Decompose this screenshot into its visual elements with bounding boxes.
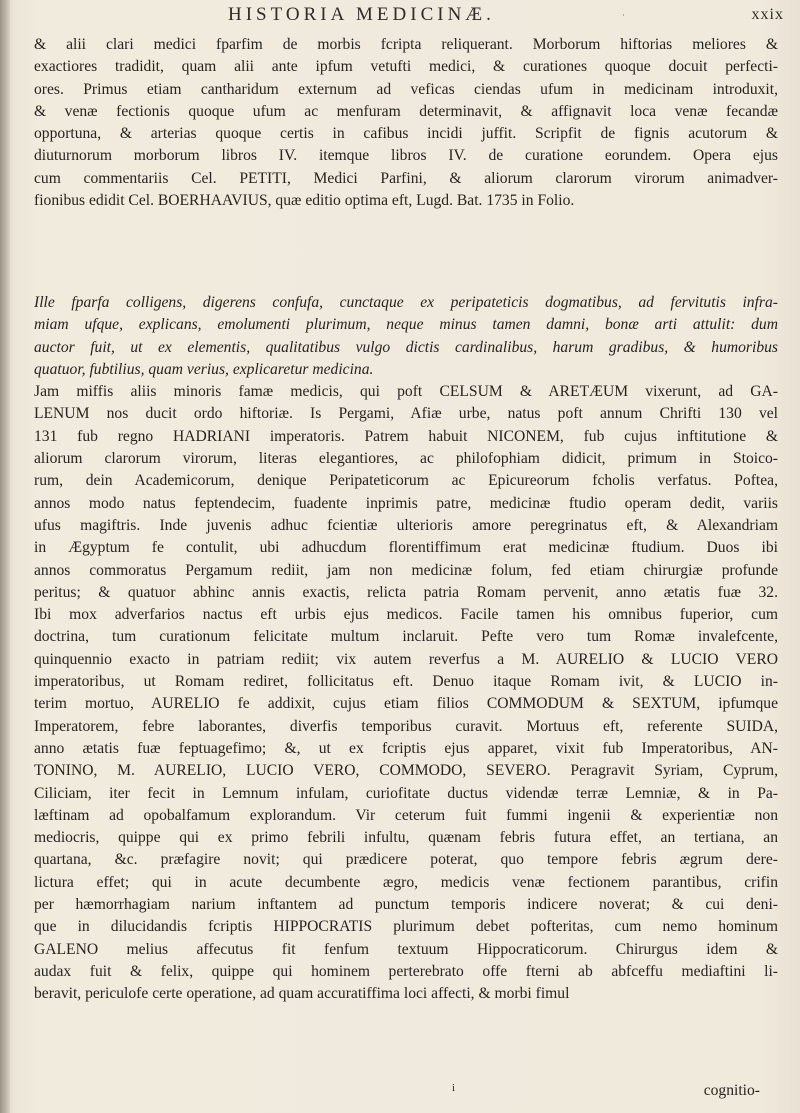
signature-mark: i xyxy=(452,1082,456,1094)
text-line: TONINO, M. AURELIO, LUCIO VERO, COMMODO, SEVERO. Peragravit Syriam, Cyprum, xyxy=(34,762,778,780)
text-line: annos commoratus Pergamum rediit, jam non medicinæ folum, fed etiam chirurgiæ profunde xyxy=(34,561,778,579)
text-line: rum, dein Academicorum, denique Peripateticorum ac Epicureorum fcholis verfatus. Poftea, xyxy=(34,472,778,490)
text-line: 131 fub regno HADRIANI imperatoris. Patrem habuit NICONEM, fub cujus inftitutione & xyxy=(34,427,778,445)
text-line: lictura effet; qui in acute decumbente ægro, medicis venæ fectionem parantibus, crifin xyxy=(34,873,778,891)
page-number: xxix xyxy=(751,6,784,23)
running-head xyxy=(0,4,800,32)
text-line: ores. Primus etiam cantharidum externum ad veficas ciendas ufum in medicinam introduxit, xyxy=(34,80,778,98)
text-line: opportuna, & arterias quoque certis in cafibus incidi juffit. Scripfit de fignis acutorum & xyxy=(34,125,778,143)
running-head-mark: · xyxy=(622,10,625,20)
text-line: exactiores tradidit, quam alii ante ipfum vetufti medici, & curationes quoque docuit perfecti- xyxy=(34,58,778,76)
text-line: peritus; & quatuor abhinc annis exactis, relicta patria Romam pervenit, anno ætatis fuæ 32. xyxy=(34,583,778,601)
text-line: que in dilucidandis fcriptis HIPPOCRATIS plurimum debet pofteritas, cum nemo hominum xyxy=(34,918,778,936)
text-line: imperatoribus, ut Romam rediret, follicitatus eft. Denuo itaque Romam ivit, & LUCIO in- xyxy=(34,673,778,691)
text-line: in Ægyptum fe contulit, ubi adhucdum florentiffimum erat medicinæ ftudium. Duos ibi xyxy=(34,539,778,557)
paragraph-1 xyxy=(34,34,778,212)
text-line: annos modo natus feptendecim, fuadente inprimis patre, medicinæ ftudio operam dedit, variis xyxy=(34,494,778,512)
text-line: fionibus edidit Cel. BOERHAAVIUS, quæ editio optima eft, Lugd. Bat. 1735 in Folio. xyxy=(34,192,575,210)
text-line: & alii clari medici fparfim de morbis fcripta reliquerant. Morborum hiftorias meliores & xyxy=(34,36,778,53)
text-line: audax fuit & felix, quippe qui hominem perterebrato offe fterni ab abfceffu mediaftini li- xyxy=(34,962,778,980)
text-line: cum commentariis Cel. PETITI, Medici Parfini, & aliorum clarorum virorum animadver- xyxy=(34,169,778,187)
text-line: Ibi mox adverfarios nactus eft urbis ejus medicos. Facile tamen his omnibus fuperior, cum xyxy=(34,606,778,624)
text-line: Ciliciam, iter fecit in Lemnum infulam, curiofitate ductus videndæ terræ Lemniæ, & in Pa- xyxy=(34,784,778,802)
gutter-shadow xyxy=(0,0,10,1113)
text-line: Jam miffis aliis minoris famæ medicis, qui poft CELSUM & ARETÆUM vixerunt, ad GA- xyxy=(34,383,778,401)
running-title: HISTORIA MEDICINÆ. xyxy=(228,4,495,25)
text-line: quartana, &c. præfagire novit; qui prædicere poterat, quo tempore febris ægrum dere- xyxy=(34,851,778,869)
text-line: doctrina, tum curationum felicitate multum inclaruit. Pefte vero tum Romæ invalefcente, xyxy=(34,628,778,646)
text-line: per hæmorrhagiam narium inftantem ad punctum temporis indicere noverat; & cui deni- xyxy=(34,896,778,914)
text-line: anno ætatis fuæ feptuagefimo; &, ut ex fcriptis ejus apparet, vixit fub Imperatoribus, AN- xyxy=(34,739,778,757)
text-line: Ille fparfa colligens, digerens confufa, cunctaque ex peripateticis dogmatibus, ad fervitutis infra- xyxy=(34,294,778,311)
text-line: diuturnorum morborum libros IV. itemque libros IV. de curatione eorundem. Opera ejus xyxy=(34,147,778,165)
text-line: mediocris, quippe qui ex primo febrili infultu, quænam febris futura effet, an tertiana, an xyxy=(34,829,778,847)
text-line: auctor fuit, ut ex elementis, qualitatibus vulgo dictis cardinalibus, harum gradibus, & humoribus xyxy=(34,338,778,356)
text-line: GALENO melius affecutus fit fenfum textuum Hippocraticorum. Chirurgus idem & xyxy=(34,940,778,958)
text-line: beravit, periculofe certe operatione, ad quam accuratiffima loci affecti, & morbi fimul xyxy=(34,985,570,1003)
text-line: quinquennio exacto in patriam rediit; vix autem reverfus a M. AURELIO & LUCIO VERO xyxy=(34,650,778,668)
paragraph-2 xyxy=(34,292,778,1006)
text-line: læftinam ad opobalfamum explorandum. Vir ceterum fuit fummi ingenii & experientiæ non xyxy=(34,806,778,824)
text-line: LENUM nos ducit ordo hiftoriæ. Is Pergami, Afiæ urbe, natus poft annum Chrifti 130 vel xyxy=(34,405,778,423)
text-line: quatuor, fubtilius, quam verius, explicaretur medicina. xyxy=(34,360,374,378)
text-line: & venæ fectionis quoque ufum ac menfuram determinavit, & affignavit loca venæ fecandæ xyxy=(34,102,778,120)
text-line: aliorum clarorum virorum, literas elegantiores, ac philofophiam didicit, primum in Stoico- xyxy=(34,450,778,468)
catchword: cognitio- xyxy=(703,1082,760,1099)
text-line: Imperatorem, febre laborantes, diverfis temporibus curavit. Mortuus eft, referente SUIDA, xyxy=(34,717,778,735)
text-line: miam ufque, explicans, emolumenti plurimum, neque minus tamen damni, bonæ arti attulit: dum xyxy=(34,316,778,334)
text-line: terim mortuo, AURELIO fe addixit, cujus etiam filios COMMODUM & SEXTUM, ipfumque xyxy=(34,695,778,713)
text-line: ufus magiftris. Inde juvenis adhuc fcientiæ ulterioris amore peregrinatus eft, & Alexandriam xyxy=(34,516,778,534)
